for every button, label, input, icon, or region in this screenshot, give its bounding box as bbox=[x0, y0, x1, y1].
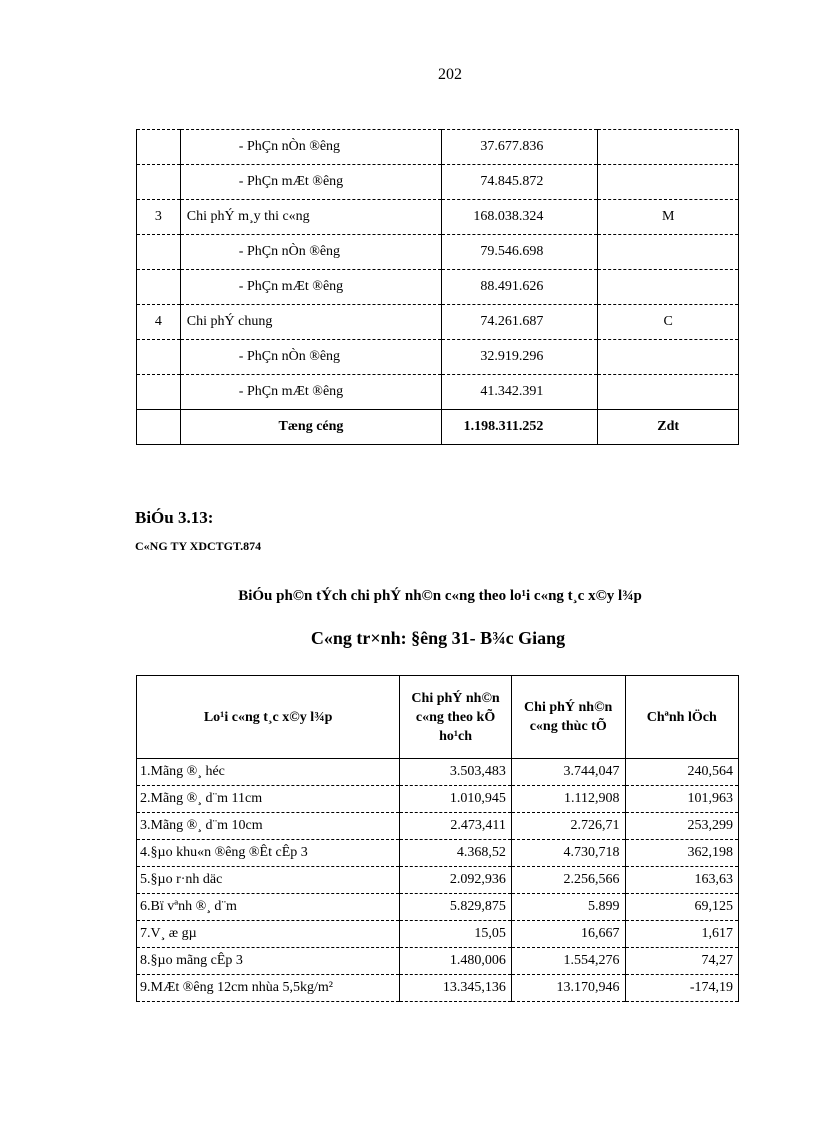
cost-value: 168.038.324 bbox=[442, 200, 598, 235]
cost-symbol bbox=[598, 165, 739, 200]
cost-item-name: - PhÇn nÒn ®êng bbox=[180, 340, 441, 375]
cost-item-name: - PhÇn mÆt ®êng bbox=[180, 165, 441, 200]
header-actual-cost: Chi phÝ nh©n c«ng thùc tÕ bbox=[511, 676, 625, 759]
row-number bbox=[137, 375, 181, 410]
cost-difference: 101,963 bbox=[625, 786, 738, 813]
cost-symbol bbox=[598, 235, 739, 270]
actual-cost: 13.170,946 bbox=[511, 975, 625, 1002]
table-row bbox=[137, 165, 739, 200]
table-row bbox=[137, 270, 739, 305]
cost-value: 88.491.626 bbox=[442, 270, 598, 305]
cost-difference: 240,564 bbox=[625, 759, 738, 786]
planned-cost: 5.829,875 bbox=[400, 894, 512, 921]
report-title: BiÓu ph©n tÝch chi phÝ nh©n c«ng theo lo¹i c«ng t¸c x©y l¾p bbox=[238, 588, 642, 604]
header-work-type: Lo¹i c«ng t¸c x©y l¾p bbox=[137, 676, 400, 759]
cost-difference: 163,63 bbox=[625, 867, 738, 894]
cost-symbol bbox=[598, 375, 739, 410]
cost-item-name: Chi phÝ m¸y thi c«ng bbox=[180, 200, 441, 235]
row-number bbox=[137, 165, 181, 200]
table-row bbox=[137, 813, 739, 840]
cost-value: 74.845.872 bbox=[442, 165, 598, 200]
cost-symbol: C bbox=[598, 305, 739, 340]
cost-symbol bbox=[598, 130, 739, 165]
total-label: Tæng céng bbox=[180, 410, 441, 445]
planned-cost: 13.345,136 bbox=[400, 975, 512, 1002]
cost-symbol: M bbox=[598, 200, 739, 235]
work-type: 9.MÆt ®êng 12cm nhùa 5,5kg/m² bbox=[137, 975, 400, 1002]
table-row bbox=[137, 948, 739, 975]
planned-cost: 15,05 bbox=[400, 921, 512, 948]
cost-item-name: - PhÇn nÒn ®êng bbox=[180, 130, 441, 165]
work-type: 6.Bï vªnh ®¸ d¨m bbox=[137, 894, 400, 921]
total-value: 1.198.311.252 bbox=[442, 410, 598, 445]
cost-value: 74.261.687 bbox=[442, 305, 598, 340]
row-number bbox=[137, 235, 181, 270]
cost-summary-table bbox=[136, 129, 739, 445]
table-row bbox=[137, 840, 739, 867]
work-type: 7.V¸ æ gµ bbox=[137, 921, 400, 948]
cost-value: 37.677.836 bbox=[442, 130, 598, 165]
row-number bbox=[137, 340, 181, 375]
header-difference: Chªnh lÖch bbox=[625, 676, 738, 759]
labor-cost-analysis-table bbox=[136, 675, 739, 1002]
total-number bbox=[137, 410, 181, 445]
cost-symbol bbox=[598, 270, 739, 305]
planned-cost: 1.480,006 bbox=[400, 948, 512, 975]
table-row bbox=[137, 894, 739, 921]
work-type: 1.Mãng ®¸ héc bbox=[137, 759, 400, 786]
table-row bbox=[137, 375, 739, 410]
work-type: 5.§µo r·nh däc bbox=[137, 867, 400, 894]
header-planned-cost: Chi phÝ nh©n c«ng theo kÕ ho¹ch bbox=[400, 676, 512, 759]
table-header-row bbox=[137, 676, 739, 759]
row-number bbox=[137, 130, 181, 165]
table-row bbox=[137, 786, 739, 813]
cost-difference: 362,198 bbox=[625, 840, 738, 867]
cost-difference: -174,19 bbox=[625, 975, 738, 1002]
work-type: 2.Mãng ®¸ d¨m 11cm bbox=[137, 786, 400, 813]
table-row bbox=[137, 130, 739, 165]
table-row bbox=[137, 200, 739, 235]
actual-cost: 16,667 bbox=[511, 921, 625, 948]
total-row bbox=[137, 410, 739, 445]
cost-item-name: - PhÇn nÒn ®êng bbox=[180, 235, 441, 270]
work-type: 8.§µo mãng cÊp 3 bbox=[137, 948, 400, 975]
row-number bbox=[137, 270, 181, 305]
table-row bbox=[137, 759, 739, 786]
bieu-heading: BiÓu 3.13: bbox=[135, 508, 214, 527]
actual-cost: 2.256,566 bbox=[511, 867, 625, 894]
total-symbol: Zdt bbox=[598, 410, 739, 445]
row-number: 3 bbox=[137, 200, 181, 235]
cost-difference: 1,617 bbox=[625, 921, 738, 948]
planned-cost: 4.368,52 bbox=[400, 840, 512, 867]
cost-difference: 253,299 bbox=[625, 813, 738, 840]
work-type: 4.§µo khu«n ®êng ®Êt cÊp 3 bbox=[137, 840, 400, 867]
cost-value: 32.919.296 bbox=[442, 340, 598, 375]
actual-cost: 2.726,71 bbox=[511, 813, 625, 840]
actual-cost: 1.554,276 bbox=[511, 948, 625, 975]
planned-cost: 2.092,936 bbox=[400, 867, 512, 894]
cost-item-name: - PhÇn mÆt ®êng bbox=[180, 270, 441, 305]
actual-cost: 3.744,047 bbox=[511, 759, 625, 786]
project-title: C«ng tr×nh: §êng 31- B¾c Giang bbox=[310, 628, 566, 648]
table-row bbox=[137, 305, 739, 340]
table-row bbox=[137, 867, 739, 894]
work-type: 3.Mãng ®¸ d¨m 10cm bbox=[137, 813, 400, 840]
table-row bbox=[137, 340, 739, 375]
actual-cost: 1.112,908 bbox=[511, 786, 625, 813]
table-row bbox=[137, 921, 739, 948]
actual-cost: 4.730,718 bbox=[511, 840, 625, 867]
row-number: 4 bbox=[137, 305, 181, 340]
company-name: C«NG TY XDCTGT.874 bbox=[135, 539, 262, 553]
actual-cost: 5.899 bbox=[511, 894, 625, 921]
cost-item-name: - PhÇn mÆt ®êng bbox=[180, 375, 441, 410]
planned-cost: 1.010,945 bbox=[400, 786, 512, 813]
planned-cost: 3.503,483 bbox=[400, 759, 512, 786]
table-row bbox=[137, 235, 739, 270]
table-row bbox=[137, 975, 739, 1002]
page-number: 202 bbox=[438, 66, 462, 83]
cost-difference: 74,27 bbox=[625, 948, 738, 975]
cost-symbol bbox=[598, 340, 739, 375]
cost-value: 79.546.698 bbox=[442, 235, 598, 270]
cost-item-name: Chi phÝ chung bbox=[180, 305, 441, 340]
cost-difference: 69,125 bbox=[625, 894, 738, 921]
cost-value: 41.342.391 bbox=[442, 375, 598, 410]
planned-cost: 2.473,411 bbox=[400, 813, 512, 840]
